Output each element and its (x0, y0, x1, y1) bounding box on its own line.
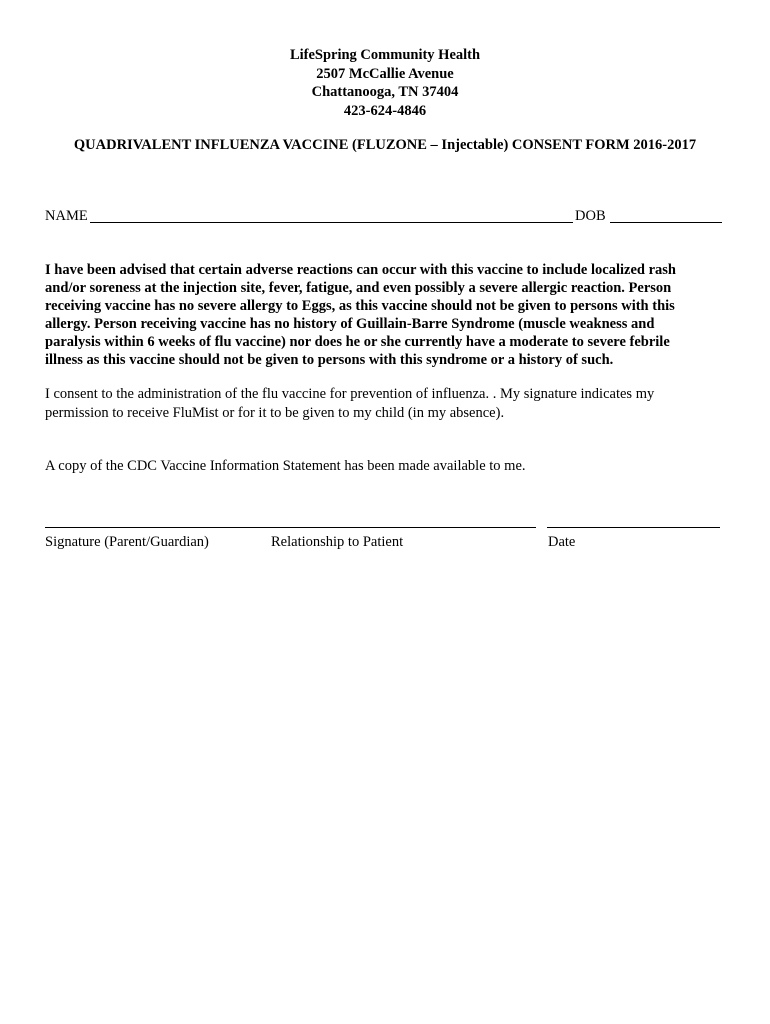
vis-copy-statement: A copy of the CDC Vaccine Information Statement has been made available to me. (45, 458, 526, 474)
organization-name: LifeSpring Community Health (289, 47, 481, 63)
consent-statement: I consent to the administration of the flu vaccine for prevention of influenza. . My signature indicates my permission to receive FluMist or for it to be given to my child (in my absence). (45, 386, 655, 421)
adverse-reactions-advisory: I have been advised that certain adverse reactions can occur with this vaccine to include localized rash and/or soreness at the injection site, fever, fatigue, and even possibly a severe allergic reaction. Person receiving vaccine has no severe allergy to Eggs, as this vaccine should not be given to persons with this allergy. Person receiving vaccine has no history of Guillain-Barre Syndrome (muscle weakness and paralysis within 6 weeks of flu vaccine) nor does he or she currently have a moderate to severe febrile illness as this vaccine should not be given to persons with this syndrome or a history of such. (45, 262, 676, 368)
name-field[interactable] (90, 222, 573, 223)
address-line-1: 2507 McCallie Avenue (316, 65, 454, 82)
signature-relationship-line[interactable] (45, 527, 536, 528)
patient-info-row (45, 206, 725, 226)
date-label: Date (548, 534, 576, 550)
dob-field[interactable] (610, 222, 722, 223)
form-title: QUADRIVALENT INFLUENZA VACCINE (FLUZONE – Injectable) CONSENT FORM 2016-2017 (73, 137, 697, 153)
dob-label: DOB (575, 208, 606, 224)
date-line[interactable] (547, 527, 720, 528)
organization-header (0, 46, 770, 120)
relationship-label: Relationship to Patient (271, 534, 404, 550)
phone-number: 423-624-4846 (343, 102, 427, 119)
signature-label: Signature (Parent/Guardian) (45, 534, 209, 550)
name-label: NAME (45, 208, 88, 224)
address-line-2: Chattanooga, TN 37404 (311, 84, 459, 100)
